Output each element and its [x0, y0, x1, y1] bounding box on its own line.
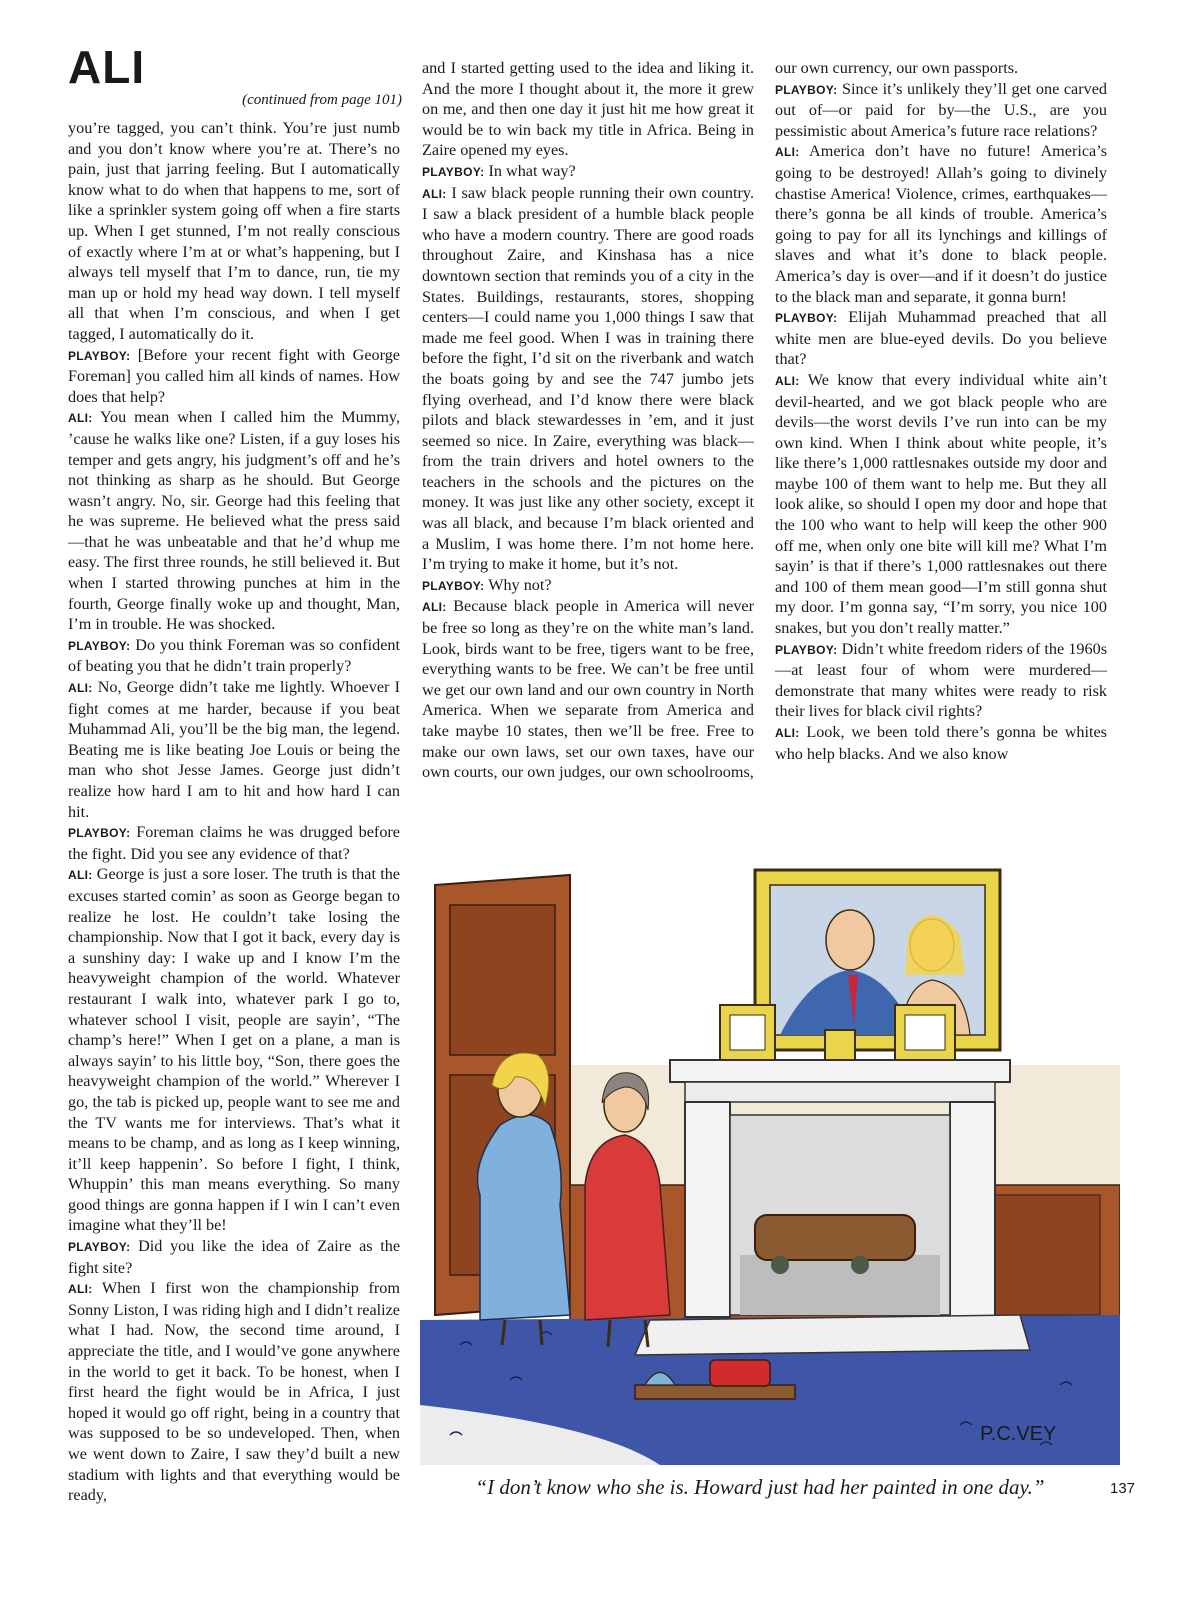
speaker-label: ALI:: [68, 411, 93, 426]
speaker-label: PLAYBOY:: [68, 826, 131, 841]
interview-paragraph: [68, 864, 400, 1236]
paragraph-text: Because black people in America will never be free so long as they’re on the white man’s land. Look, birds want to be free, tigers want to be free, everything wants to be free. We can’t be free until we get our own land and our own country in North America. When we separate from America and take maybe 10 states, then we’ll be free. Free to make our own laws, set our own taxes, have our own courts, our own judges, our own schoolrooms,: [422, 597, 754, 782]
speaker-label: ALI:: [775, 145, 800, 160]
paragraph-text: and I started getting used to the idea and liking it. And the more I thought about it, the more it grew on me, and then one day it just hit me how great it would be to win back my title in Africa. Being in Zaire opened my eyes.: [422, 59, 754, 160]
cartoon-signature: P.C.VEY: [980, 1423, 1057, 1445]
interview-paragraph: [68, 635, 400, 677]
speaker-label: ALI:: [68, 868, 93, 883]
speaker-label: PLAYBOY:: [68, 348, 131, 363]
interview-paragraph: [68, 677, 400, 822]
cartoon-illustration: [420, 865, 1120, 1465]
paragraph-text: Look, we been told there’s gonna be whites who help blacks. And we also know: [775, 723, 1107, 763]
interview-paragraph: [68, 1278, 400, 1506]
paragraph-text: Do you think Foreman was so confident of beating you that he didn’t train properly?: [68, 635, 400, 676]
paragraph-text: America don’t have no future! America’s going to be destroyed! Allah’s going to divinely chastise America! Violence, crimes, earthquakes—there’s gonna be all kinds of trouble. America’s going to pay for all its lynchings and killings of slaves and what it’s done to black people. America’s day is over—and if it doesn’t do justice to the black man and separate, it gonna burn!: [775, 142, 1107, 306]
cartoon-caption: “I don’t know who she is. Howard just had her painted in one day.”: [475, 1475, 1045, 1499]
interview-paragraph: [775, 58, 1107, 79]
speaker-label: PLAYBOY:: [68, 638, 131, 653]
interview-paragraph: [775, 639, 1107, 722]
speaker-label: PLAYBOY:: [775, 311, 838, 326]
interview-paragraph: [775, 370, 1107, 639]
speaker-label: ALI:: [68, 1282, 93, 1297]
interview-paragraph: [68, 118, 400, 345]
paragraph-text: you’re tagged, you can’t think. You’re just numb and you don’t know where you’re at. There’s no pain, just that jarring feeling. But I automatically know what to do when that happens to me, sort of like a sprinkler system going off when a fire starts up. When I get stunned, I’m not really conscious of exactly where I’m at or what’s happening, but I always tell myself that I’m to dance, run, tie my man up or hold my head way down. I tell myself all that when I’m conscious, and when I get tagged, I automatically do it.: [68, 119, 400, 343]
interview-paragraph: [68, 1236, 400, 1278]
paragraph-text: Foreman claims he was drugged before the fight. Did you see any evidence of that?: [68, 823, 400, 863]
interview-paragraph: [775, 722, 1107, 764]
paragraph-text: No, George didn’t take me lightly. Whoever I fight comes at me harder, because if you beat Muhammad Ali, you’ll be the big man, the legend. Beating me is like beating Joe Louis or being the man who shot Jesse James. George just didn’t realize how hard I am to hit and how hard I can hit.: [68, 678, 400, 821]
paragraph-text: In what way?: [488, 161, 576, 180]
paragraph-text: When I first won the championship from Sonny Liston, I was riding high and I didn’t realize what I had. Now, the second time around, I appreciate the title, and I would’ve gone anywhere in the world to get it back. To be honest, when I first heard the fight would be in Africa, I just hoped it would go off right, being in a country that was supposed to be so undeveloped. Then, when we went down to Zaire, I saw they’d built a new stadium with lights and that everything would be ready,: [68, 1279, 400, 1505]
paragraph-text: Since it’s unlikely they’ll get one carved out of—or paid for by—the U.S., are you pessimistic about America’s future race relations?: [775, 79, 1108, 140]
speaker-label: ALI:: [775, 726, 800, 740]
interview-paragraph: [775, 307, 1107, 370]
interview-paragraph: [422, 183, 754, 575]
paragraph-text: Did you like the idea of Zaire as the fight site?: [68, 1237, 401, 1277]
paragraph-text: Didn’t white freedom riders of the 1960s—at least four of whom were murdered—demonstrate that many whites were ready to risk their lives for black civil rights?: [775, 639, 1108, 721]
interview-paragraph: [422, 161, 754, 183]
page-number: 137: [1110, 1480, 1136, 1497]
interview-paragraph: [775, 79, 1107, 142]
article-title: ALI: [68, 41, 146, 93]
speaker-label: PLAYBOY:: [775, 642, 838, 657]
text-column-1: [68, 118, 400, 1506]
paragraph-text: George is just a sore loser. The truth is that the excuses started comin’ as soon as George began to realize he lost. He couldn’t take losing the championship. Now that I got it back, every day is a sunshiny day: I wake up and I know I’m the heavyweight champion of the world. Whatever restaurant I walk into, whatever park I go to, whatever school I visit, people are sayin’, “The champ’s here!” When I get on a plane, a man is always sayin’ to his little boy, “Son, there goes the heavyweight champion of the world.” Wherever I go, the tab is picked up, people want to see me and the TV wants me for interviews. That’s what it means to be champ, and as long as I keep winning, it’ll keep happenin’. So before I fight, I think, Whuppin’ this man means everything. So many good things are gonna happen if I win I can’t even imagine what they’ll be!: [68, 865, 400, 1235]
interview-paragraph: [68, 345, 400, 408]
interview-paragraph: [422, 575, 754, 597]
speaker-label: PLAYBOY:: [775, 82, 838, 97]
paragraph-text: You mean when I called him the Mummy, ’cause he walks like one? Listen, if a guy loses his temper and gets angry, his judgment’s off and he’s not thinking as sharp as he should. But George wasn’t angry. No, sir. George had this feeling that he was supreme. He believed what the press said—that he was unbeatable and that he’d whup me easy. The first three rounds, he still believed it. But when I started throwing punches at him in the fourth, George finally woke up and thought, Man, I’m in trouble. He was shocked.: [68, 408, 401, 634]
paragraph-text: Elijah Muhammad preached that all white men are blue-eyed devils. Do you believe that?: [775, 308, 1107, 369]
text-column-2: [422, 58, 754, 783]
paragraph-text: Why not?: [488, 575, 552, 594]
speaker-label: PLAYBOY:: [68, 1240, 131, 1255]
interview-paragraph: [68, 407, 400, 635]
paragraph-text: I saw black people running their own country. I saw a black president of a humble black people who have a modern country. There are good roads throughout Zaire, and Kinshasa has a nice downtown section that reminds you of a city in the States. Buildings, restaurants, stores, shopping centers—I could name you 1,000 things I saw that made me feel good. When I was in training there before the fight, I’d sit on the riverbank and watch the boats going by and see the 747 jumbo jets flying overhead, and I’d know there were black pilots and black stewardesses in ’em, and it just seemed so nice. In Zaire, everything was black—from the train drivers and hotel owners to the teachers in the schools and the pictures on the money. It was just like any other society, except it was all black, and because I’m black oriented and a Muslim, I was home there. I’m not home here. I’m trying to make it home, but it’s not.: [422, 183, 755, 574]
interview-paragraph: [422, 596, 754, 782]
speaker-label: ALI:: [68, 681, 93, 696]
speaker-label: ALI:: [422, 186, 447, 201]
speaker-label: ALI:: [422, 600, 447, 615]
interview-paragraph: [68, 822, 400, 864]
speaker-label: ALI:: [775, 373, 800, 388]
paragraph-text: [Before your recent fight with George Foreman] you called him all kinds of names. How does that help?: [68, 345, 400, 406]
paragraph-text: our own currency, our own passports.: [775, 59, 1019, 77]
speaker-label: PLAYBOY:: [422, 164, 485, 179]
interview-paragraph: [422, 58, 754, 161]
paragraph-text: We know that every individual white ain’t devil-hearted, and we got black people who are devils—the worst devils I’ve run into can be my own kind. When I think about white people, it’s like there’s 1,000 rattlesnakes outside my door and maybe 100 of them want to help me. But they all look alike, so should I open my door and hope that the 100 who want to help will keep the other 900 off me, when only one bite will kill me? What I’m sayin’ is that if there’s 1,000 rattlesnakes out there and 100 of them mean good—I’m still gonna shut my door. I’m gonna say, “I’m sorry, you nice 100 snakes, but you don’t really matter.”: [775, 370, 1107, 638]
text-column-3: [775, 58, 1107, 764]
interview-paragraph: [775, 141, 1107, 307]
speaker-label: PLAYBOY:: [422, 578, 485, 593]
continued-note: (continued from page 101): [242, 92, 402, 108]
